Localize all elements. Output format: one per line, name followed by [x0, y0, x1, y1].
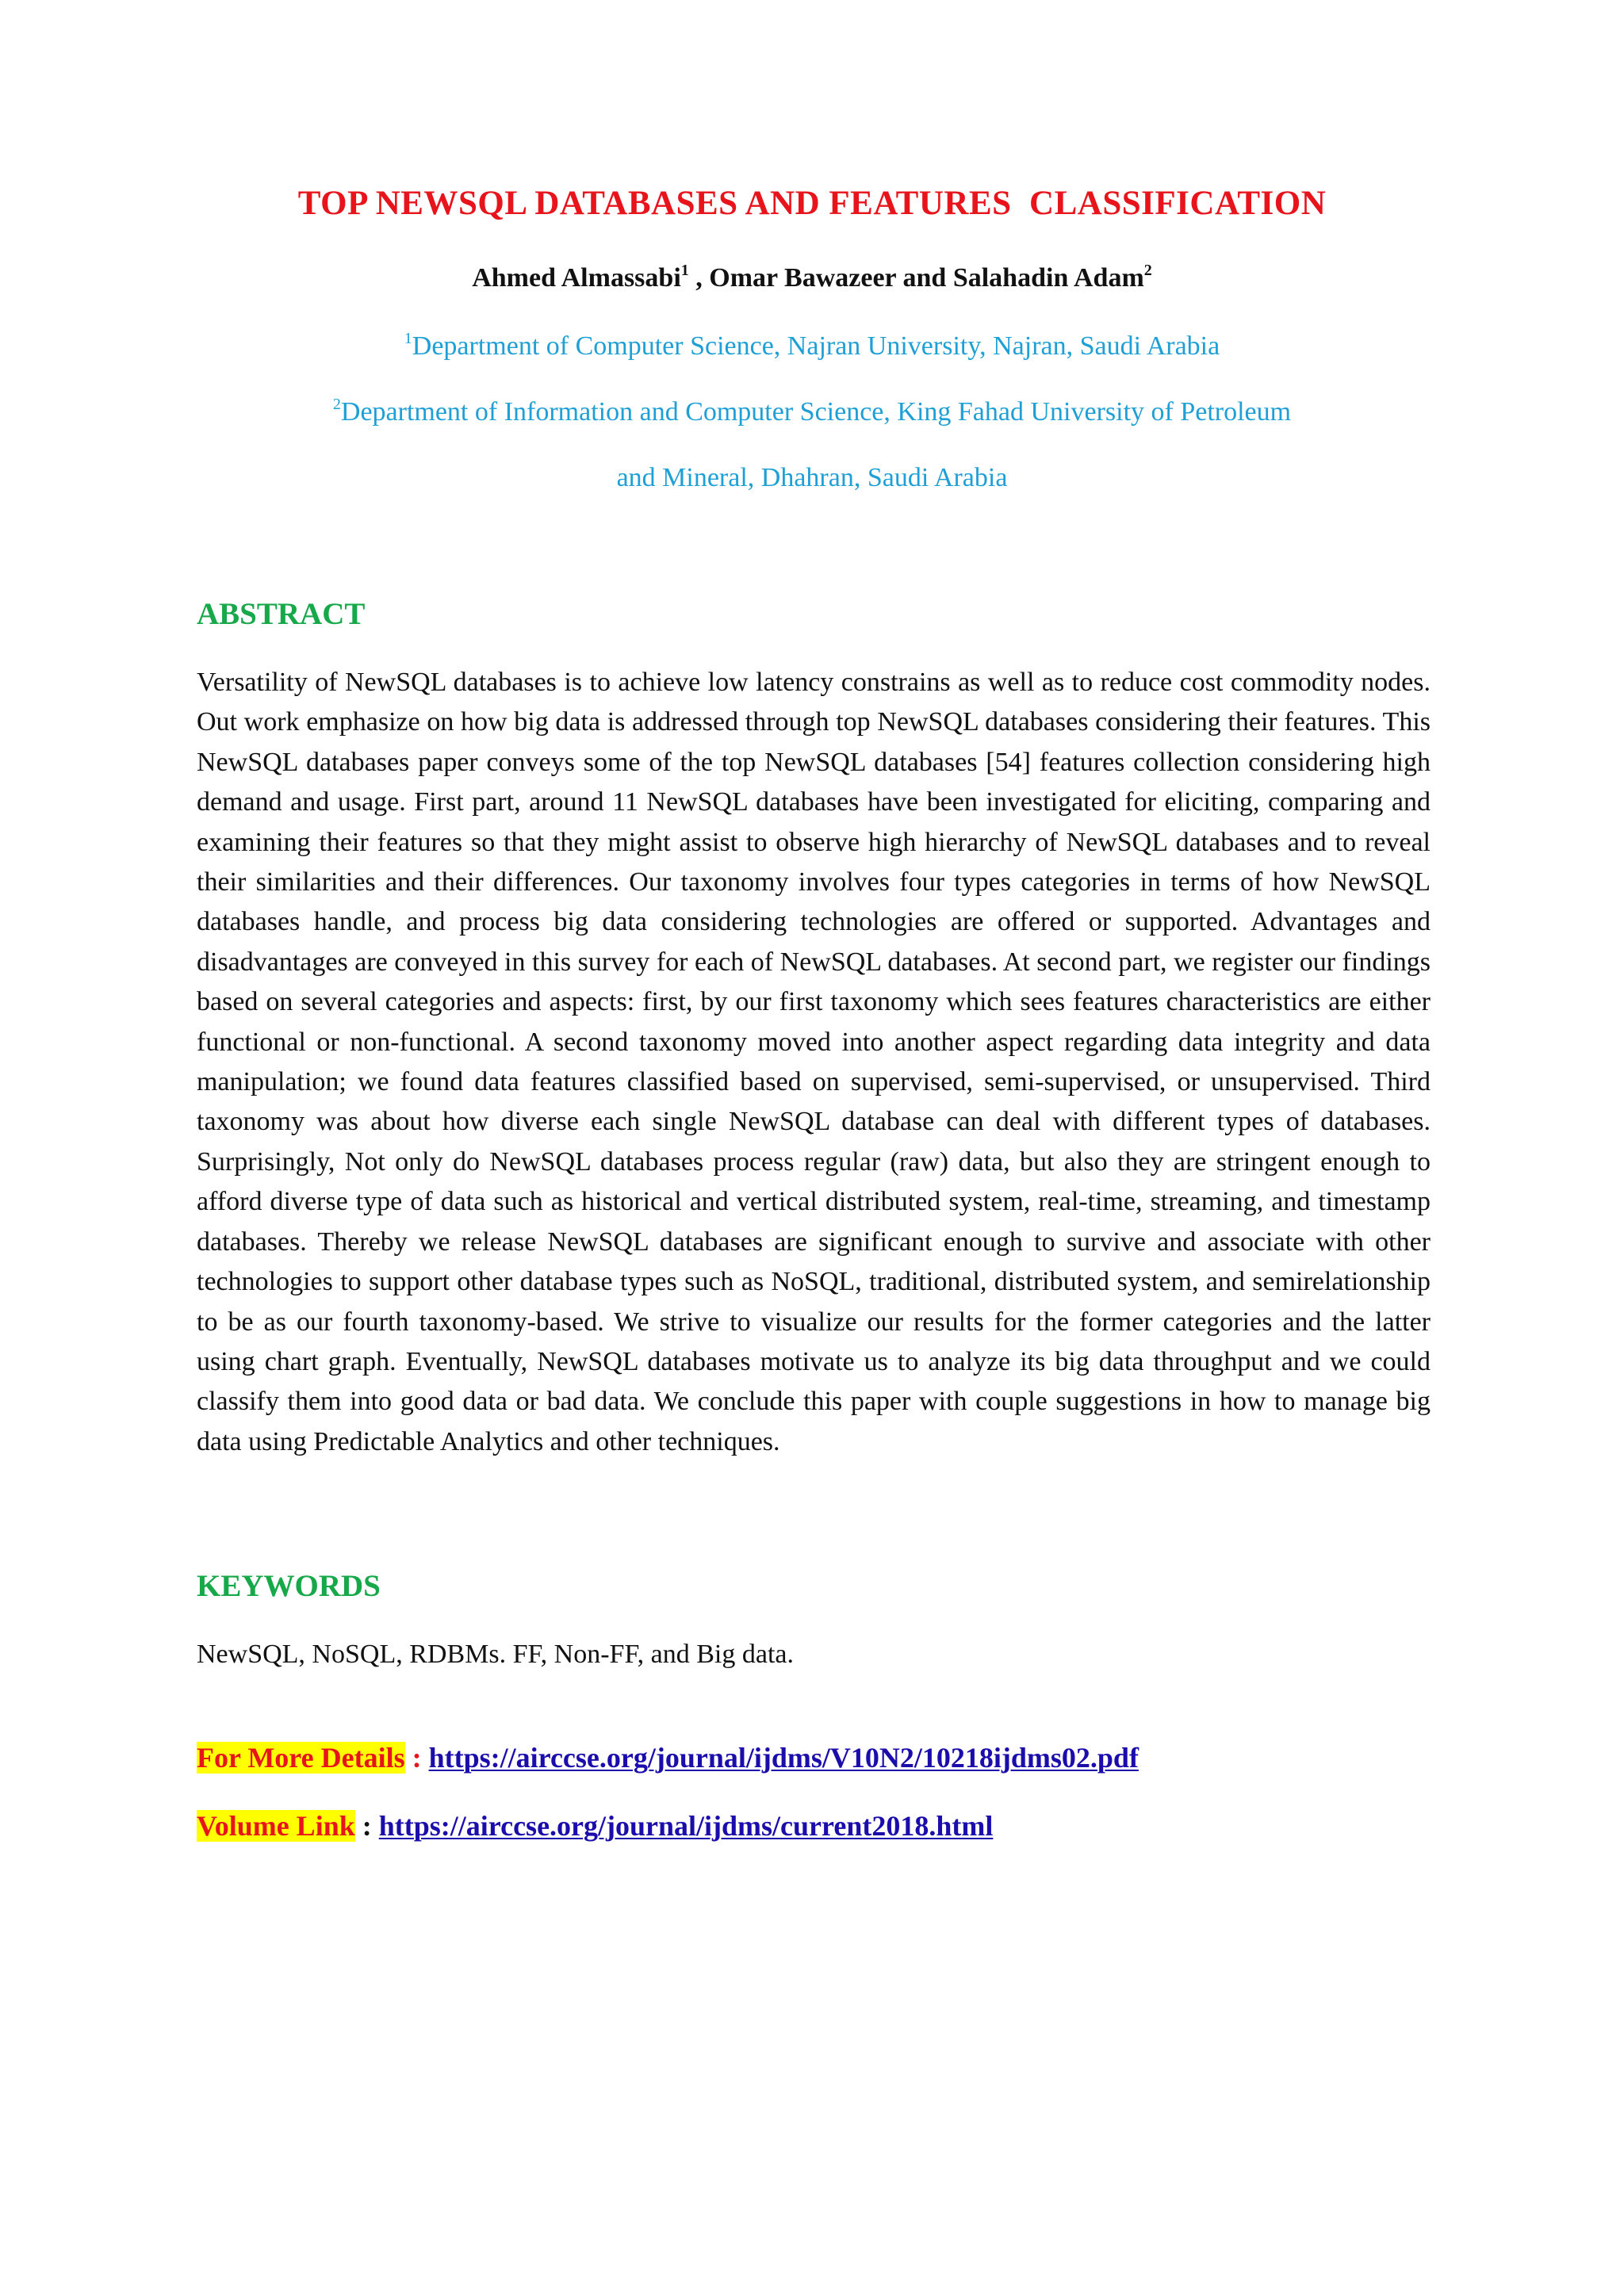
affiliation-mark: 1: [404, 330, 412, 347]
affiliation-1: [0, 330, 1624, 362]
keywords-list: NewSQL, NoSQL, RDBMs. FF, Non-FF, and Big data.: [197, 1640, 794, 1669]
separator: :: [404, 1742, 429, 1774]
author-names: , Omar Bawazeer and Salahadin Adam: [688, 263, 1144, 293]
more-details-line: [197, 1741, 1139, 1774]
author-affiliation-mark: 1: [680, 262, 689, 279]
paper-title: TOP NEWSQL DATABASES AND FEATURES CLASSIFICATION: [297, 185, 1327, 222]
affiliation-2: [0, 396, 1624, 427]
abstract-heading: ABSTRACT: [197, 597, 366, 631]
keywords-heading: KEYWORDS: [197, 1569, 381, 1603]
affiliation-text: Department of Computer Science, Najran University, Najran, Saudi Arabia: [412, 331, 1220, 361]
separator: :: [354, 1810, 379, 1842]
author-list: [0, 262, 1624, 293]
author-name: Ahmed Almassabi: [472, 263, 681, 293]
affiliation-mark: 2: [332, 396, 341, 413]
affiliation-text: Department of Information and Computer Science, King Fahad University of Petroleum: [340, 397, 1292, 427]
affiliation-2-continued: and Mineral, Dhahran, Saudi Arabia: [616, 463, 1008, 492]
more-details-label: For More Details: [197, 1742, 405, 1774]
abstract-body: Versatility of NewSQL databases is to achieve low latency constrains as well as to reduce cost commodity nodes. Out work emphasize on how big data is addressed through top NewSQL databases considering their features. This NewSQL databases paper conveys some of the top NewSQL databases [54] features collection considering high demand and usage. First part, around 11 NewSQL databases have been investigated for eliciting, comparing and examining their features so that they might assist to observe high hierarchy of NewSQL databases and to reveal their similarities and their differences. Our taxonomy involves four types categories in terms of how NewSQL databases handle, and process big data considering technologies are offered or supported. Advantages and disadvantages are conveyed in this survey for each of NewSQL databases. At second part, we register our findings based on several categories and aspects: first, by our first taxonomy which sees features characteristics are either functional or non-functional. A second taxonomy moved into another aspect regarding data integrity and data manipulation; we found data features classified based on supervised, semi-supervised, or unsupervised. Third taxonomy was about how diverse each single NewSQL database can deal with different types of databases. Surprisingly, Not only do NewSQL databases process regular (raw) data, but also they are stringent enough to afford diverse type of data such as historical and vertical distributed system, real-time, streaming, and timestamp databases. Thereby we release NewSQL databases are significant enough to survive and associate with other technologies to support other database types such as NoSQL, traditional, distributed system, and semirelationship to be as our fourth taxonomy-based. We strive to visualize our results for the former categories and the latter using chart graph. Eventually, NewSQL databases motivate us to analyze its big data throughput and we could classify them into good data or bad data. We conclude this paper with couple suggestions in how to manage big data using Predictable Analytics and other techniques.: [197, 668, 1431, 1456]
volume-link-label: Volume Link: [197, 1810, 355, 1842]
volume-link-line: [197, 1809, 993, 1843]
volume-link[interactable]: https://airccse.org/journal/ijdms/current2018.html: [378, 1810, 994, 1842]
author-affiliation-mark: 2: [1143, 262, 1152, 279]
more-details-link[interactable]: https://airccse.org/journal/ijdms/V10N2/10218ijdms02.pdf: [428, 1742, 1139, 1774]
